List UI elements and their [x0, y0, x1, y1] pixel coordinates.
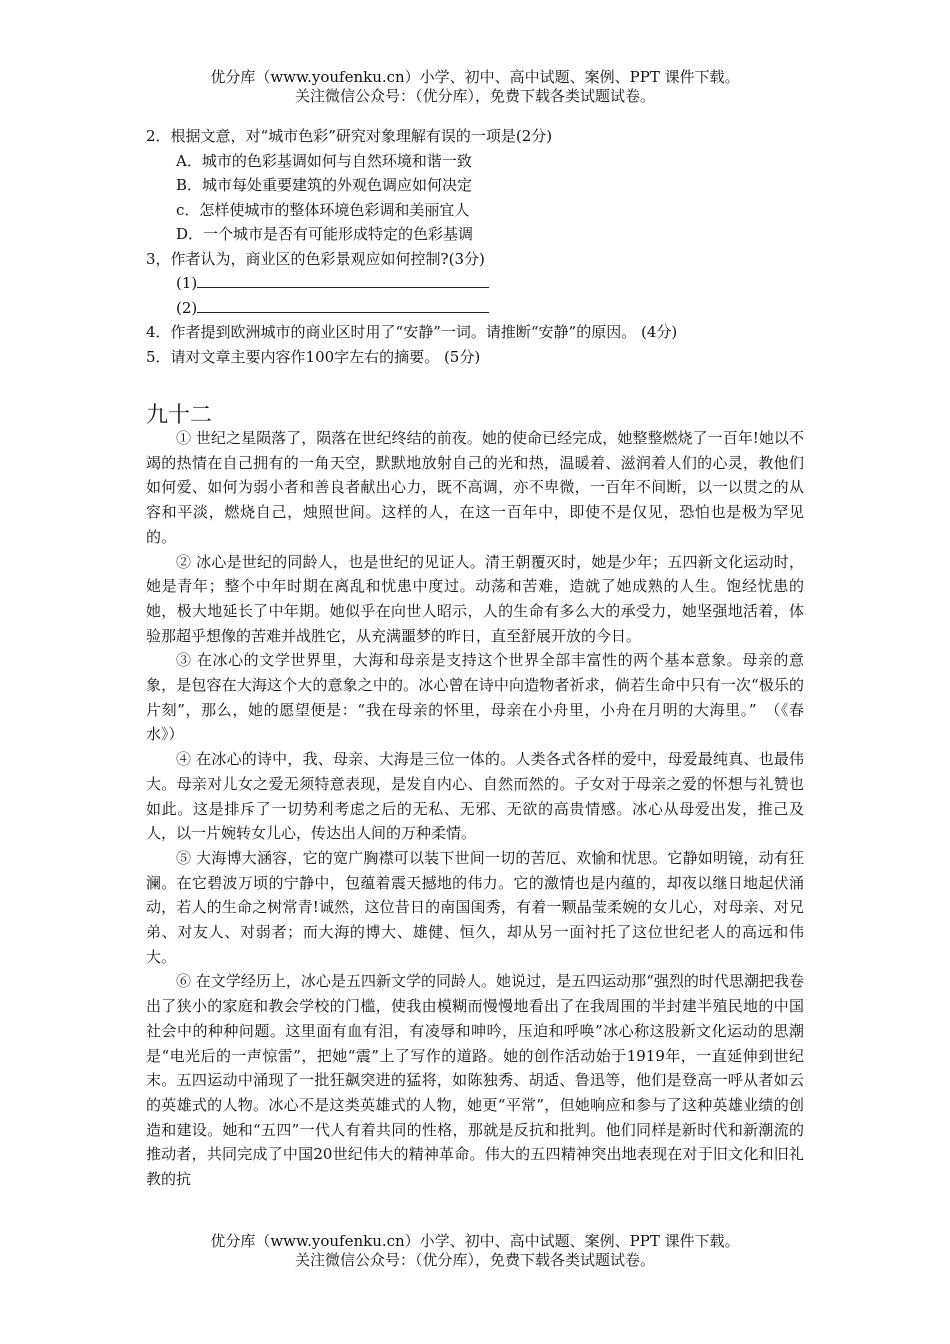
question-2-option-b: B．城市每处重要建筑的外观色调应如何决定 — [176, 176, 473, 194]
question-3-stem: 3，作者认为，商业区的色彩景观应如何控制?(3分) — [146, 249, 485, 268]
answer-line — [197, 273, 489, 288]
blank-1-label: (1) — [176, 274, 198, 292]
question-2-option-c: c．怎样使城市的整体环境色彩调和美丽宜人 — [176, 200, 470, 219]
question-2-stem: 2．根据文意，对“城市色彩”研究对象理解有误的一项是(2分) — [146, 127, 553, 145]
footer-line-1: 优分库（www.youfenku.cn）小学、初中、高中试题、案例、PPT 课件下载。 — [210, 1232, 740, 1250]
paragraph-5: ⑤ 大海博大涵容，它的宽广胸襟可以装下世间一切的苦厄、欢愉和忧思。它静如明镜，动有狂澜。在它碧波万顷的宁静中，包蕴着震天撼地的伟力。它的激情也是内蕴的，却夜以继日地起伏涌动，若人的生命之树常青!诚然，这位昔日的南国闺秀，有着一颗晶莹柔婉的女儿心，对母亲、对兄弟、对友人、对弱者；而大海的博大、雄健、恒久，却从另一面衬托了这位世纪老人的高远和伟大。 — [146, 848, 804, 966]
paragraph-3: ③ 在冰心的文学世界里，大海和母亲是支持这个世界全部丰富性的两个基本意象。母亲的意象，是包容在大海这个大的意象之中的。冰心曾在诗中向造物者祈求，倘若生命中只有一次“极乐的片刻”，那么，她的愿望便是：“我在母亲的怀里，母亲在小舟里，小舟在月明的大海里。” （《春水》） — [146, 651, 804, 744]
page-footer — [0, 1232, 950, 1270]
paragraph-2: ② 冰心是世纪的同龄人，也是世纪的见证人。清王朝覆灭时，她是少年；五四新文化运动时，她是青年；整个中年时期在离乱和忧患中度过。动荡和苦难，造就了她成熟的人生。饱经忧患的她，极大地延长了中年期。她似乎在向世人昭示，人的生命有多么大的承受力，她坚强地活着，体验那超乎想像的苦难并战胜它，从充满噩梦的昨日，直至舒展开放的今日。 — [146, 552, 804, 645]
question-block — [146, 124, 677, 369]
blank-2-label: (2) — [176, 298, 198, 317]
header-line-1: 优分库（www.youfenku.cn）小学、初中、高中试题、案例、PPT 课件下载。 — [210, 68, 740, 86]
question-3-blank-2 — [146, 296, 677, 321]
page-header — [0, 68, 950, 106]
paragraph-4: ④ 在冰心的诗中，我、母亲、大海是三位一体的。人类各式各样的爱中，母爱最纯真、也最伟大。母亲对儿女之爱无须特意表现，是发自内心、自然而然的。子女对于母亲之爱的怀想与礼赞也如此。这是排斥了一切势利考虑之后的无私、无邪、无欲的高贵情感。冰心从母爱出发，推己及人，以一片婉转女儿心，传达出人间的万种柔情。 — [146, 750, 804, 843]
section-title: 九十二 — [146, 403, 213, 428]
question-5: 5．请对文章主要内容作100字左右的摘要。 (5分) — [146, 347, 481, 366]
footer-line-2: 关注微信公众号：（优分库），免费下载各类试题试卷。 — [294, 1251, 655, 1269]
question-2-option-a: A．城市的色彩基调如何与自然环境和谐一致 — [176, 151, 472, 170]
answer-line — [197, 298, 489, 313]
question-4: 4．作者提到欧洲城市的商业区时用了“安静”一词。请推断“安静”的原因。 (4分) — [146, 323, 678, 341]
question-3-blank-1 — [146, 271, 677, 296]
paragraph-1: ① 世纪之星陨落了，陨落在世纪终结的前夜。她的使命已经完成，她整整燃烧了一百年!她以不竭的热情在自己拥有的一角天空，默默地放射自己的光和热，温暖着、滋润着人们的心灵，教他们如何爱、如何为弱小者和善良者献出心力，既不高调，亦不卑微，一百年不间断，以一以贯之的从容和平淡，燃烧自己，烛照世间。这样的人，在这一百年中，即使不是仅见，恐怕也是极为罕见的。 — [146, 429, 804, 546]
question-2-option-d: D．一个城市是否有可能形成特定的色彩基调 — [176, 225, 474, 243]
header-line-2: 关注微信公众号：（优分库），免费下载各类试题试卷。 — [294, 87, 655, 105]
paragraph-6: ⑥ 在文学经历上，冰心是五四新文学的同龄人。她说过，是五四运动那“强烈的时代思潮把我卷出了狭小的家庭和教会学校的门槛，使我由模糊而慢慢地看出了在我周围的半封建半殖民地的中国社会中的种种问题。这里面有血有泪，有凌辱和呻吟，压迫和呼唤”冰心称这股新文化运动的思潮是“电光后的一声惊雷”，把她“震”上了写作的道路。她的创作活动始于1919年，一直延伸到世纪末。五四运动中涌现了一批狂飙突进的猛将，如陈独秀、胡适、鲁迅等，他们是登高一呼从者如云的英雄式的人物。冰心不是这类英雄式的人物，她更“平常”，但她响应和参与了这种英雄业绩的创造和建设。她和“五四”一代人有着共同的性格，那就是反抗和批判。他们同样是新时代和新潮流的推动者，共同完成了中国20世纪伟大的精神革命。伟大的五四精神突出地表现在对于旧文化和旧礼教的抗 — [146, 972, 804, 1189]
article-body — [146, 426, 804, 1192]
